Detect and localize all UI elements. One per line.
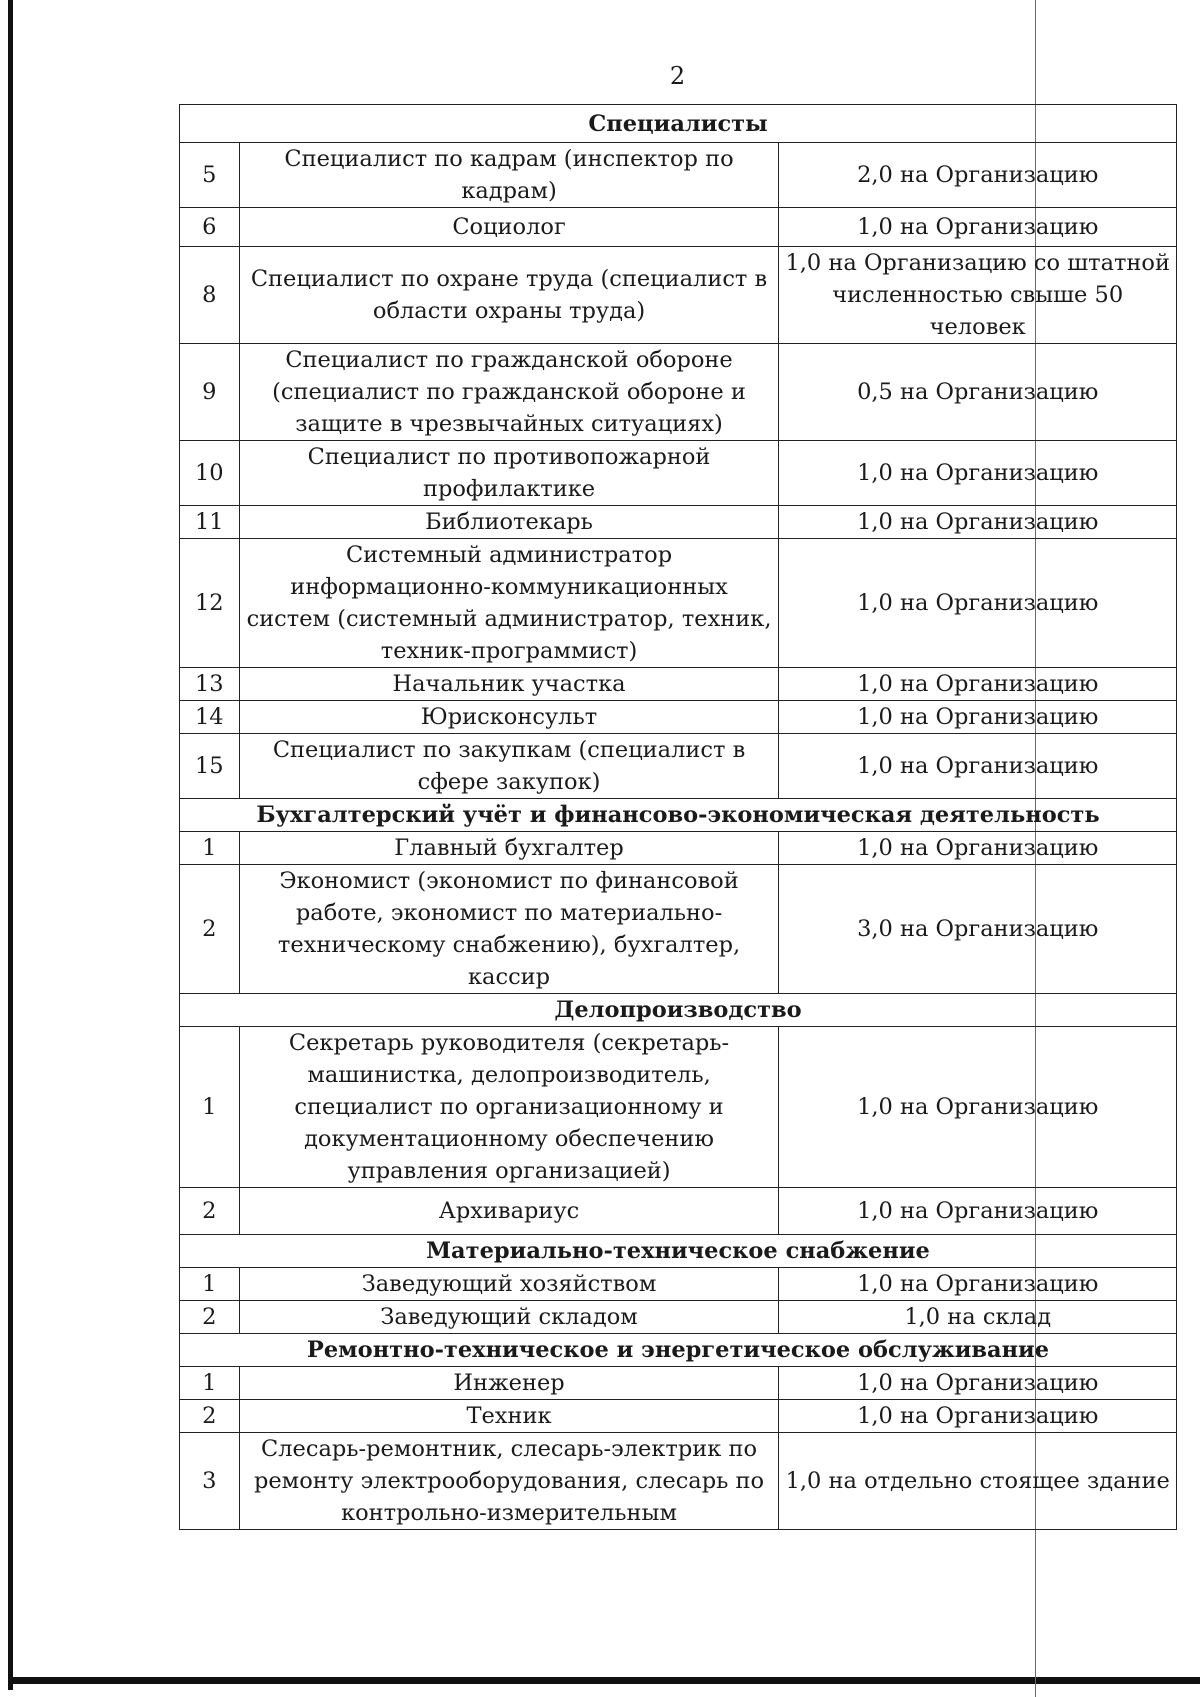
staffing-norm: 1,0 на Организацию (779, 1367, 1177, 1400)
row-number: 5 (180, 143, 240, 208)
position-name: Специалист по кадрам (инспектор по кадрам) (239, 143, 779, 208)
table-row (180, 441, 1177, 506)
position-name: Техник (239, 1400, 779, 1433)
row-number: 14 (180, 701, 240, 734)
staffing-norm: 1,0 на Организацию (779, 1400, 1177, 1433)
staffing-norm: 1,0 на Организацию (779, 701, 1177, 734)
row-number: 8 (180, 247, 240, 344)
table-row (180, 143, 1177, 208)
position-name: Социолог (239, 208, 779, 247)
row-number: 2 (180, 1400, 240, 1433)
position-name: Главный бухгалтер (239, 832, 779, 865)
table-row (180, 865, 1177, 994)
row-number: 12 (180, 539, 240, 668)
row-number: 11 (180, 506, 240, 539)
table-row (180, 1268, 1177, 1301)
staffing-norm: 1,0 на Организацию (779, 506, 1177, 539)
section-header-row (180, 799, 1177, 832)
position-name: Слесарь-ремонтник, слесарь-электрик по ремонту электрооборудования, слесарь по контрольно-измерительным (239, 1433, 779, 1530)
row-number: 1 (180, 1367, 240, 1400)
table-row (180, 701, 1177, 734)
row-number: 6 (180, 208, 240, 247)
table-row (180, 1400, 1177, 1433)
position-name: Специалист по гражданской обороне (специалист по гражданской обороне и защите в чрезвычайных ситуациях) (239, 344, 779, 441)
table-row (180, 1301, 1177, 1334)
table-row (180, 208, 1177, 247)
staffing-norms-table (179, 104, 1177, 1530)
row-number: 2 (180, 1301, 240, 1334)
row-number: 3 (180, 1433, 240, 1530)
section-title: Бухгалтерский учёт и финансово-экономическая деятельность (180, 799, 1177, 832)
table-row (180, 668, 1177, 701)
position-name: Архивариус (239, 1188, 779, 1235)
section-title: Ремонтно-техническое и энергетическое обслуживание (180, 1334, 1177, 1367)
position-name: Инженер (239, 1367, 779, 1400)
position-name: Экономист (экономист по финансовой работе, экономист по материально-техническому снабжению), бухгалтер, кассир (239, 865, 779, 994)
table-body (180, 105, 1177, 1530)
row-number: 9 (180, 344, 240, 441)
staffing-norm: 1,0 на Организацию (779, 1027, 1177, 1188)
row-number: 13 (180, 668, 240, 701)
table-row (180, 832, 1177, 865)
staffing-norm: 1,0 на отдельно стоящее здание (779, 1433, 1177, 1530)
position-name: Секретарь руководителя (секретарь-машинистка, делопроизводитель, специалист по организационному и документационному обеспечению управления организацией) (239, 1027, 779, 1188)
section-header-row (180, 1334, 1177, 1367)
row-number: 2 (180, 1188, 240, 1235)
table-row (180, 1367, 1177, 1400)
section-header-row (180, 994, 1177, 1027)
section-title: Делопроизводство (180, 994, 1177, 1027)
staffing-norm: 1,0 на Организацию (779, 539, 1177, 668)
table-row (180, 539, 1177, 668)
staffing-norm: 1,0 на Организацию со штатной численностью свыше 50 человек (779, 247, 1177, 344)
page-edge-left (8, 0, 13, 1690)
staffing-norm: 1,0 на Организацию (779, 668, 1177, 701)
row-number: 1 (180, 1268, 240, 1301)
row-number: 1 (180, 1027, 240, 1188)
position-name: Начальник участка (239, 668, 779, 701)
staffing-norm: 1,0 на склад (779, 1301, 1177, 1334)
table-row (180, 1188, 1177, 1235)
staffing-norm: 3,0 на Организацию (779, 865, 1177, 994)
page-edge-bottom (8, 1677, 1200, 1684)
page-number: 2 (669, 62, 686, 90)
staffing-norm: 2,0 на Организацию (779, 143, 1177, 208)
table-row (180, 1433, 1177, 1530)
table-row (180, 506, 1177, 539)
section-title: Материально-техническое снабжение (180, 1235, 1177, 1268)
position-name: Системный администратор информационно-коммуникационных систем (системный администратор, техник, техник-программист) (239, 539, 779, 668)
position-name: Юрисконсульт (239, 701, 779, 734)
position-name: Специалист по охране труда (специалист в области охраны труда) (239, 247, 779, 344)
table-row (180, 1027, 1177, 1188)
staffing-norm: 1,0 на Организацию (779, 441, 1177, 506)
staffing-norm: 1,0 на Организацию (779, 832, 1177, 865)
staffing-norm: 0,5 на Организацию (779, 344, 1177, 441)
position-name: Библиотекарь (239, 506, 779, 539)
row-number: 1 (180, 832, 240, 865)
table-row (180, 247, 1177, 344)
position-name: Специалист по закупкам (специалист в сфере закупок) (239, 734, 779, 799)
staffing-norm: 1,0 на Организацию (779, 734, 1177, 799)
staffing-norm: 1,0 на Организацию (779, 1268, 1177, 1301)
row-number: 10 (180, 441, 240, 506)
row-number: 2 (180, 865, 240, 994)
staffing-norm: 1,0 на Организацию (779, 1188, 1177, 1235)
position-name: Специалист по противопожарной профилактике (239, 441, 779, 506)
section-header-row (180, 1235, 1177, 1268)
position-name: Заведующий хозяйством (239, 1268, 779, 1301)
section-header-row (180, 105, 1177, 143)
table-row (180, 734, 1177, 799)
staffing-norm: 1,0 на Организацию (779, 208, 1177, 247)
position-name: Заведующий складом (239, 1301, 779, 1334)
table-row (180, 344, 1177, 441)
section-title: Специалисты (180, 105, 1177, 143)
row-number: 15 (180, 734, 240, 799)
